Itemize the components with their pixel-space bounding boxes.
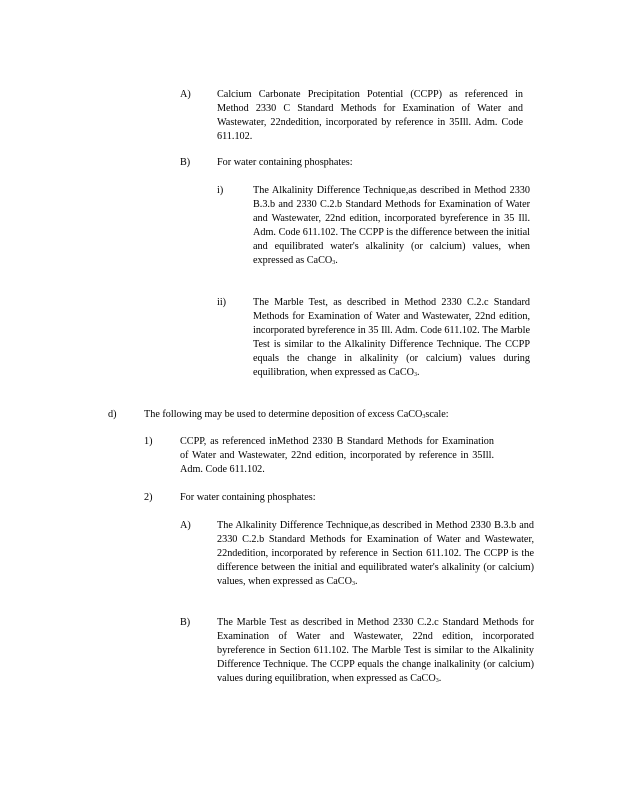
item-marker-B: B) bbox=[180, 157, 191, 168]
item-text-A: Calcium Carbonate Precipitation Potential (CCPP) as referenced in Method 2330 C Standard Methods for Examination of Water and Wastewater, 22ndedition, incorporated by reference in 35Ill. Adm. Code 611.102. bbox=[217, 89, 523, 142]
item-marker-A: A) bbox=[180, 89, 191, 100]
item-marker-i: i) bbox=[217, 185, 224, 196]
item-text-2: For water containing phosphates: bbox=[180, 492, 316, 503]
item-text-i: The Alkalinity Difference Technique,as described in Method 2330 B.3.b and 2330 C.2.b Standard Methods for Examination of Water and Wastewater, 22nd edition, incorporated byreference in 35 Ill. Adm. Code 611.102. The CCPP is the difference between the initial and equilibrated water's alkalinity (or calcium) values, when expressed as CaCO3. bbox=[253, 185, 530, 266]
item-text-ii: The Marble Test, as described in Method 2330 C.2.c Standard Methods for Examination of Water and Wastewater, 22nd edition, incorporated byreference in 35 Ill. Adm. Code 611.102. The Marble Test is similar to the Alkalinity Difference Technique. The CCPP equals the change in alkalinity (or calcium) values during equilibration, when expressed as CaCO3. bbox=[253, 297, 530, 378]
item-text-2B: The Marble Test as described in Method 2330 C.2.c Standard Methods for Examination of Water and Wastewater, 22nd edition, incorporated byreference in Section 611.102. The Marble Test is similar to the Alkalinity Difference Technique. The CCPP equals the change inalkalinity (or calcium) values during equilibration, when expressed as CaCO3. bbox=[217, 617, 534, 684]
section-text-d: The following may be used to determine deposition of excess CaCO3scale: bbox=[144, 409, 449, 420]
item-marker-2A: A) bbox=[180, 520, 191, 531]
section-marker-d: d) bbox=[108, 409, 117, 420]
item-text-B: For water containing phosphates: bbox=[217, 157, 353, 168]
item-marker-2B: B) bbox=[180, 617, 191, 628]
item-marker-ii: ii) bbox=[217, 297, 227, 308]
item-marker-1: 1) bbox=[144, 436, 153, 447]
item-text-2A: The Alkalinity Difference Technique,as described in Method 2330 B.3.b and 2330 C.2.b Standard Methods for Examination of Water and Wastewater, 22ndedition, incorporated by reference in Section 611.102. The CCPP is the difference between the initial and equilibrated water's alkalinity (or calcium) values, when expressed as CaCO3. bbox=[217, 520, 534, 587]
item-marker-2: 2) bbox=[144, 492, 153, 503]
item-text-1: CCPP, as referenced inMethod 2330 B Standard Methods for Examination of Water and Wastewater, 22nd edition, incorporated by reference in 35Ill. Adm. Code 611.102. bbox=[180, 436, 494, 475]
